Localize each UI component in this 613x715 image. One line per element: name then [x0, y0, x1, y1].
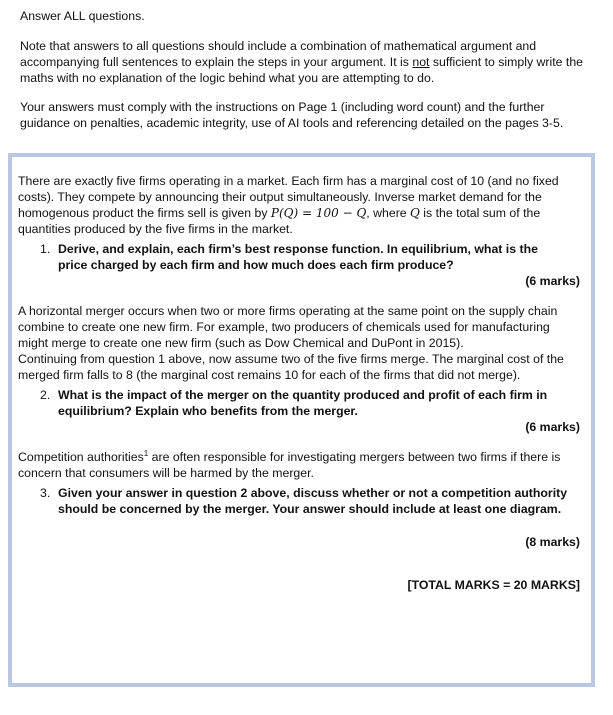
question-1-number: 1.: [40, 242, 51, 256]
market-setup: [18, 173, 580, 237]
total-marks: [TOTAL MARKS = 20 MARKS]: [407, 578, 580, 592]
market-setup-text-b: , where: [366, 206, 411, 220]
instructions: [20, 8, 590, 144]
quantity-symbol: Q: [410, 206, 420, 220]
market-setup-text-a: There are exactly five firms operating in a market. Each firm has a marginal cost of 10 (and no fixed costs). They compete by announcing their output simultaneously. Inverse market demand for the homogenous product the firms sell is given by: [18, 174, 559, 220]
question-box-content: [18, 173, 580, 593]
question-1-text: Derive, and explain, each firm’s best response function. In equilibrium, what is the price charged by each firm and how much does each firm produce?: [58, 242, 538, 272]
maths-note: [20, 38, 590, 86]
competition-authorities-text-a: Competition authorities: [18, 450, 144, 464]
merger-definition: A horizontal merger occurs when two or more firms operating at the same point on the supply chain combine to create one new firm. For example, two producers of chemicals used for manufacturing might merge to create one new firm (such as Dow Chemical and DuPont in 2015).: [18, 304, 558, 350]
question-3-text: Given your answer in question 2 above, discuss whether or not a competition authority should be concerned by the merger. Your answer should include at least one diagram.: [58, 486, 568, 516]
question-2: [40, 387, 580, 419]
question-3: [40, 485, 580, 517]
question-2-marks: (6 marks): [525, 420, 580, 434]
question-1: [40, 241, 580, 273]
question-1-marks: (6 marks): [525, 274, 580, 288]
merger-scenario: Continuing from question 1 above, now assume two of the five firms merge. The marginal cost of the merged firm falls to 8 (the marginal cost remains 10 for each of the firms that did not merge).: [18, 352, 564, 382]
question-2-number: 2.: [40, 388, 51, 402]
maths-note-emphasis: not: [412, 55, 430, 69]
compliance-note: Your answers must comply with the instructions on Page 1 (including word count) and the further guidance on penalties, academic integrity, use of AI tools and referencing detailed on the pages 3-5.: [20, 100, 564, 130]
demand-equation: P(Q) = 100 − Q: [270, 206, 367, 220]
question-2-text: What is the impact of the merger on the quantity produced and profit of each firm in equilibrium? Explain who benefits from the merger.: [58, 388, 548, 418]
market-setup-text-c: is the total sum of the quantities produced by the five firms in the market.: [18, 206, 541, 236]
maths-note-start: Note that answers to all questions should include a combination of mathematical argument and accompanying full sentences to explain the steps in your argument. It is: [20, 39, 537, 69]
maths-note-end: sufficient to simply write the maths with no explanation of the logic behind what you are attempting to do.: [20, 55, 584, 85]
competition-authorities: [18, 449, 580, 481]
question-3-marks: (8 marks): [525, 535, 580, 549]
question-3-number: 3.: [40, 486, 51, 500]
answer-all-line: Answer ALL questions.: [20, 9, 145, 23]
question-box: [8, 153, 595, 687]
footnote-marker: 1: [143, 448, 149, 458]
competition-authorities-text-b: are often responsible for investigating mergers between two firms if there is concern that consumers will be harmed by the merger.: [18, 450, 561, 480]
